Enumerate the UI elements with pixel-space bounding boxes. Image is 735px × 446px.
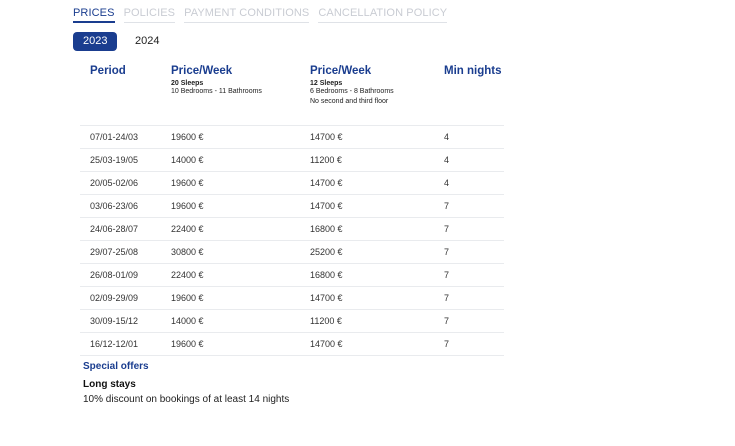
table-row [80, 310, 504, 333]
cell-period: 24/06-28/07 [80, 218, 161, 241]
cell-min-nights: 4 [434, 149, 504, 172]
cell-price: 16800 € [300, 264, 434, 287]
special-offers [83, 361, 289, 405]
cell-min-nights: 4 [434, 172, 504, 195]
cell-price: 19600 € [161, 333, 300, 356]
cell-min-nights: 7 [434, 287, 504, 310]
cell-period: 20/05-02/06 [80, 172, 161, 195]
cell-price: 11200 € [300, 149, 434, 172]
header-price-20-sleeps: Price/Week 20 Sleeps 10 Bedrooms - 11 Bathrooms [161, 62, 300, 115]
cell-min-nights: 7 [434, 195, 504, 218]
cell-min-nights: 7 [434, 264, 504, 287]
tab-bar [73, 7, 456, 23]
cell-price: 11200 € [300, 310, 434, 333]
cell-period: 02/09-29/09 [80, 287, 161, 310]
tab-cancellation-policy[interactable]: CANCELLATION POLICY [318, 7, 447, 23]
header-rooms: 6 Bedrooms - 8 Bathrooms [310, 88, 394, 95]
table-row [80, 172, 504, 195]
cell-period: 03/06-23/06 [80, 195, 161, 218]
table-row [80, 333, 504, 356]
cell-period: 29/07-25/08 [80, 241, 161, 264]
cell-period: 26/08-01/09 [80, 264, 161, 287]
cell-price: 22400 € [161, 264, 300, 287]
cell-price: 14000 € [161, 149, 300, 172]
cell-price: 19600 € [161, 287, 300, 310]
table-header-row [80, 62, 504, 115]
cell-price: 16800 € [300, 218, 434, 241]
header-sleeps: 20 Sleeps [171, 80, 204, 87]
cell-price: 14700 € [300, 126, 434, 149]
cell-period: 30/09-15/12 [80, 310, 161, 333]
cell-price: 14700 € [300, 333, 434, 356]
cell-min-nights: 7 [434, 218, 504, 241]
table-row [80, 149, 504, 172]
table-spacer [80, 115, 504, 126]
cell-min-nights: 7 [434, 241, 504, 264]
cell-min-nights: 4 [434, 126, 504, 149]
tab-policies[interactable]: POLICIES [124, 7, 176, 23]
table-row [80, 264, 504, 287]
header-sleeps: 12 Sleeps [310, 80, 343, 87]
cell-price: 14700 € [300, 172, 434, 195]
cell-price: 19600 € [161, 126, 300, 149]
table-row [80, 218, 504, 241]
table-row [80, 126, 504, 149]
table-row [80, 287, 504, 310]
year-button-2024[interactable]: 2024 [135, 35, 160, 47]
cell-price: 30800 € [161, 241, 300, 264]
cell-price: 19600 € [161, 195, 300, 218]
cell-period: 25/03-19/05 [80, 149, 161, 172]
offer-name: Long stays [83, 379, 136, 390]
price-table [80, 62, 504, 356]
cell-price: 22400 € [161, 218, 300, 241]
cell-price: 14700 € [300, 195, 434, 218]
tab-prices[interactable]: PRICES [73, 7, 115, 23]
cell-price: 14700 € [300, 287, 434, 310]
header-min-nights: Min nights [444, 65, 502, 77]
cell-period: 16/12-12/01 [80, 333, 161, 356]
cell-period: 07/01-24/03 [80, 126, 161, 149]
offer-description: 10% discount on bookings of at least 14 nights [83, 394, 290, 405]
header-rooms: 10 Bedrooms - 11 Bathrooms [171, 88, 262, 95]
cell-min-nights: 7 [434, 333, 504, 356]
year-selector [73, 32, 177, 51]
tab-payment-conditions[interactable]: PAYMENT CONDITIONS [184, 7, 309, 23]
cell-price: 14000 € [161, 310, 300, 333]
cell-price: 25200 € [300, 241, 434, 264]
table-row [80, 195, 504, 218]
table-row [80, 241, 504, 264]
header-period: Period [90, 65, 126, 77]
cell-min-nights: 7 [434, 310, 504, 333]
cell-price: 19600 € [161, 172, 300, 195]
header-note: No second and third floor [310, 97, 389, 105]
special-offers-title: Special offers [83, 361, 149, 372]
header-price-12-sleeps: Price/Week 12 Sleeps 6 Bedrooms - 8 Bathrooms No second and third floor [300, 62, 434, 115]
year-button-2023[interactable]: 2023 [73, 32, 117, 51]
